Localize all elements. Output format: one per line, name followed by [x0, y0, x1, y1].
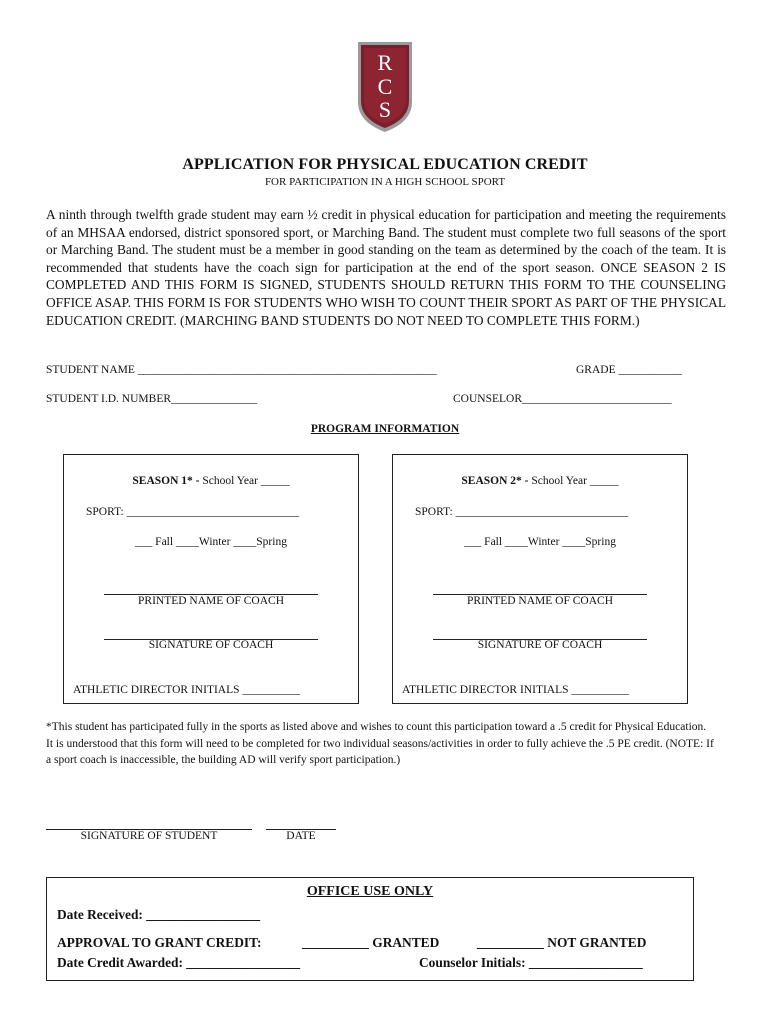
- approval-label: APPROVAL TO GRANT CREDIT:: [57, 935, 262, 950]
- season-2-box: [392, 454, 688, 704]
- student-signature-label: SIGNATURE OF STUDENT: [80, 830, 218, 842]
- form-subtitle: FOR PARTICIPATION IN A HIGH SCHOOL SPORT: [264, 176, 506, 188]
- logo-letter-s: S: [378, 97, 392, 122]
- season-1-header: [64, 475, 358, 487]
- season-2-coach-name-label: PRINTED NAME OF COACH: [467, 595, 613, 607]
- season-1-terms[interactable]: ___ Fall ____Winter ____Spring: [135, 536, 287, 548]
- program-information-heading: PROGRAM INFORMATION: [310, 423, 460, 435]
- logo-letter-r: R: [377, 50, 393, 75]
- season-2-school-year[interactable]: School Year _____: [528, 475, 619, 487]
- office-use-title: OFFICE USE ONLY: [306, 884, 434, 899]
- form-title: APPLICATION FOR PHYSICAL EDUCATION CREDIT: [182, 156, 588, 173]
- season-1-sport-field[interactable]: SPORT: ______________________________: [86, 506, 300, 518]
- date-received-field[interactable]: Date Received: _________________: [57, 907, 261, 922]
- not-granted-field[interactable]: __________ NOT GRANTED: [477, 935, 647, 950]
- season-2-sport-field[interactable]: SPORT: ______________________________: [415, 506, 629, 518]
- season-2-coach-signature-label: SIGNATURE OF COACH: [477, 639, 603, 651]
- grade-field[interactable]: GRADE ___________: [576, 364, 682, 376]
- season-1-box: [63, 454, 359, 704]
- season-1-school-year[interactable]: School Year _____: [199, 475, 290, 487]
- logo-letter-c: C: [377, 74, 393, 99]
- season-2-header: [393, 475, 687, 487]
- counselor-initials-field[interactable]: Counselor Initials: _________________: [419, 955, 643, 970]
- season-1-coach-signature-label: SIGNATURE OF COACH: [148, 639, 274, 651]
- office-use-box: [46, 877, 694, 981]
- season-2-terms[interactable]: ___ Fall ____Winter ____Spring: [464, 536, 616, 548]
- intro-paragraph: A ninth through twelfth grade student may earn ½ credit in physical education for participation and meeting the requirements of an MHSAA endorsed, district sponsored sport, or Marching Band. The student must complete two full seasons of the sport or Marching Band. The student must be a member in good standing on the team as determined by the coach of the team. It is recommended that students have the coach sign for participation at the end of the sport season. ONCE SEASON 2 IS COMPLETED AND THIS FORM IS SIGNED, STUDENTS SHOULD RETURN THIS FORM TO THE COUNSELING OFFICE ASAP. THIS FORM IS FOR STUDENTS WHO WISH TO COUNT THEIR SPORT AS PART OF THE PHYSICAL EDUCATION CREDIT. (MARCHING BAND STUDENTS DO NOT NEED TO COMPLETE THIS FORM.): [46, 207, 726, 328]
- student-id-field[interactable]: STUDENT I.D. NUMBER_______________: [46, 393, 258, 405]
- date-credit-awarded-field[interactable]: Date Credit Awarded: _________________: [57, 955, 301, 970]
- rcs-shield-logo: [356, 40, 414, 134]
- season-2-label: SEASON 2* -: [461, 475, 529, 487]
- season-1-coach-name-label: PRINTED NAME OF COACH: [138, 595, 284, 607]
- counselor-field[interactable]: COUNSELOR__________________________: [453, 393, 672, 405]
- season-1-ad-initials[interactable]: ATHLETIC DIRECTOR INITIALS __________: [73, 684, 300, 696]
- season-1-label: SEASON 1* -: [132, 475, 200, 487]
- granted-field[interactable]: __________ GRANTED: [302, 935, 440, 950]
- date-label: DATE: [286, 830, 316, 842]
- season-2-ad-initials[interactable]: ATHLETIC DIRECTOR INITIALS __________: [402, 684, 629, 696]
- student-name-field[interactable]: STUDENT NAME ____________________________________________________: [46, 364, 437, 376]
- footnote-paragraph: *This student has participated fully in the sports as listed above and wishes to count this participation toward a .5 credit for Physical Education. It is understood that this form will need to be completed for two individual seasons/activities in order to fully achieve the .5 PE credit. (NOTE: If a sport coach is inaccessible, the building AD will verify sport participation.): [46, 721, 714, 766]
